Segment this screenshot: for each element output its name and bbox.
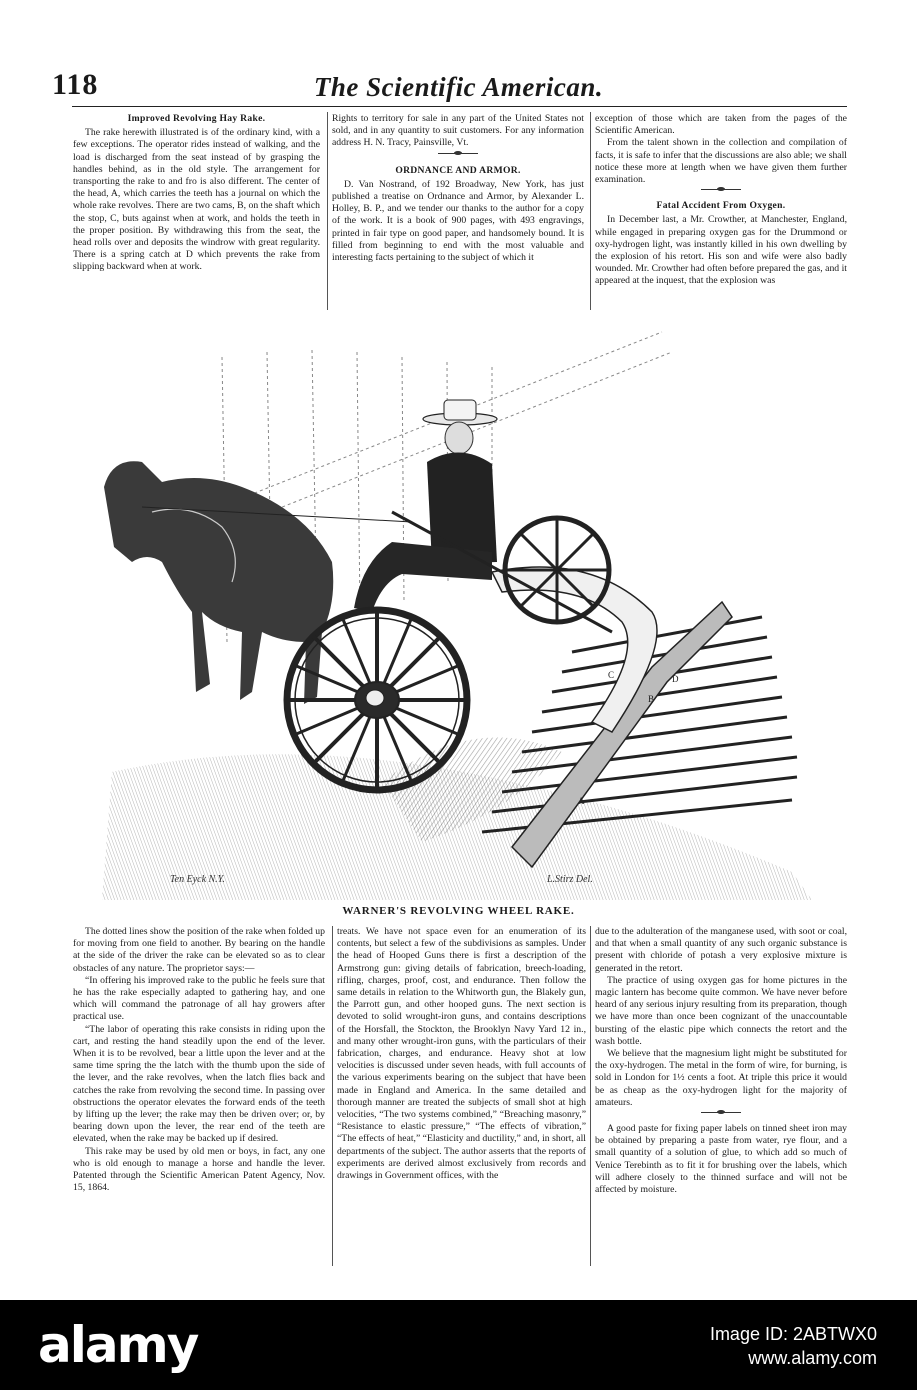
paragraph: “In offering his improved rake to the public he feels sure that he has the rake especially adapted to gathering hay, and one which will command the patronage of all hay growers after practical use. <box>73 974 325 1023</box>
section-divider <box>701 1112 741 1119</box>
article-hay-rake-continued <box>73 926 325 1270</box>
rear-wheel <box>505 518 609 622</box>
driver-figure <box>354 400 497 612</box>
article-oxygen-top <box>595 113 847 313</box>
article-ordnance-top <box>332 113 584 313</box>
heading-fatal-accident: Fatal Accident From Oxygen. <box>656 200 786 212</box>
article-hay-rake-intro <box>73 113 320 313</box>
column-rule <box>590 926 591 1266</box>
paragraph: The practice of using oxygen gas for home pictures in the magic lantern has become quite common. We have never before heard of any serious injury resulting from its preparation, though we have more than once been cognizant of the unaccountable bursting of the elastic pipe which connects the retort and the wash bottle. <box>595 974 847 1047</box>
article-ordnance-continued <box>337 926 586 1270</box>
figure-caption: WARNER'S REVOLVING WHEEL RAKE. <box>342 905 575 917</box>
label-c: C <box>608 670 615 680</box>
paragraph: Rights to territory for sale in any part of the United States not sold, and in any quantity to suit customers. For any information address H. N. Tracy, Painsville, Vt. <box>332 113 584 149</box>
column-rule <box>590 112 591 310</box>
paragraph: The rake herewith illustrated is of the ordinary kind, with a few exceptions. The operator rides instead of walking, and the load is discharged from the seat instead of by grasping the handles behind, as in the old style. The arrangement for transporting the rake to and fro is also different. The center of the head, A, which carries the teeth has a journal on which the whole rake revolves. There are two cams, B, on the shaft which the stop, C, buts against when at work, and holds the teeth in the proper position. By withdrawing this from the seat, the head rolls over and deposits the windrow with great regularity. There is a spring catch at D which prevents the rake from slipping backward when at work. <box>73 127 320 273</box>
heading-ordnance-armor: ORDNANCE AND ARMOR. <box>395 164 521 176</box>
article-oxygen-continued <box>595 926 847 1270</box>
paragraph: The dotted lines show the position of the rake when folded up for moving from one field to another. By bearing on the handle at the side of the driver the rake can be elevated so as to clear obstacles of any nature. The proprietor says:— <box>73 926 325 974</box>
label-b: B <box>648 694 655 704</box>
paragraph: D. Van Nostrand, of 192 Broadway, New York, has just published a treatise on Ordnance and Armor, by Alexander L. Holley, B. P., and we tender our thanks to the author for a copy of the work. It is a book of 900 pages, with 493 engravings, printed in fair type on good paper, and handsomely bound. It is filled from beginning to end with the most valuable and interesting facts pertaining to the subject of which it <box>332 178 584 264</box>
image-id-block <box>710 1322 877 1370</box>
label-d: D <box>672 674 679 684</box>
paragraph: due to the adulteration of the manganese used, with soot or coal, and that when a small quantity of any such organic substance is present with chloride of potash a very explosive mixture is generated in the retort. <box>595 926 847 974</box>
paragraph: A good paste for fixing paper labels on tinned sheet iron may be obtained by preparing a paste from water, rye flour, and a small quantity of a solution of glue, to which add so much of Venice Terebinth as to fit it for brushing over the labels, which will adhere closely to the thinned surface and will not be affected by moisture. <box>595 1123 847 1196</box>
artist-signature: L.Stirz Del. <box>547 874 593 885</box>
column-rule <box>332 926 333 1266</box>
paragraph: “The labor of operating this rake consists in riding upon the cart, and resting the hand steadily upon the end of the lever. When it is to be revolved, bear a little upon the lever and at the same time spring the the latch with the thumb upon the side of the lever, and the rake revolves, when the latch flies back and catches the rake from revolving the second time. In passing over obstructions the operator elevates the forward ends of the teeth by lifting up the lever; the rake may then be driven over; or, by bearing down upon the lever, the rear end of the teeth are elevated, when the rake may be backed up if desired. <box>73 1023 325 1145</box>
masthead-title: The Scientific American. <box>313 72 604 102</box>
page-number: 118 <box>52 68 99 101</box>
site-url: www.alamy.com <box>748 1348 877 1368</box>
paragraph: In December last, a Mr. Crowther, at Manchester, England, while engaged in preparing oxygen gas for the Drummond or oxy-hydrogen light, was instantly killed in his own dwelling by the explosion of his retort. His son and wife were also badly wounded. Mr. Crowther had often before prepared the gas, and it appeared at the inquest, that the explosion was <box>595 214 847 287</box>
header-rule <box>72 106 847 107</box>
column-rule <box>327 112 328 310</box>
paragraph: This rake may be used by old men or boys, in fact, any one who is old enough to manage a horse and handle the lever. Patented through the Scientific American Patent Agency, Nov. 15, 1864. <box>73 1145 325 1194</box>
label-a: A <box>578 796 585 806</box>
engraver-signature: Ten Eyck N.Y. <box>170 874 225 885</box>
paragraph: We believe that the magnesium light might be substituted for the oxy-hydrogen. The metal in the form of wire, for burning, is sold in London for 1½ cents a foot. At triple this price it would be as cheap as the oxy-hydrogen light for the majority of amateurs. <box>595 1048 847 1108</box>
image-id: Image ID: 2ABTWX0 <box>709 1324 877 1344</box>
rake-engraving <box>92 312 827 900</box>
front-wheel <box>287 610 467 790</box>
section-divider <box>701 189 741 196</box>
paragraph: treats. We have not space even for an enumeration of its contents, but select a few of the subdivisions as samples. Under the head of Hooped Guns there is first a description of the Armstrong gun: giving details of fabrication, breech-loading, rifling, charges, proof, cost, and endurance. Then follow the same details in relation to the Whitworth gun, the Blakely gun, the Parrott gun, and other hooped guns. The next section is devoted to solid wrought-iron guns, and contains descriptions of the Horsfall, the Stockton, the Brooklyn Navy Yard 12 in., and many other wrought-iron guns, with the particulars of their fabrication, charges, and endurance. Heavy shot at low velocities is discussed under seven heads, with full accounts of the various experiments bearing on the subject that have been made in England and America. In the same detailed and thorough manner are treated the subjects of small shot at high velocities, “The two systems combined,” “Breaching masonry,” “Resistance to elastic pressure,” “The effects of vibration,” “The effects of heat,” “Elasticity and ductility,” and, in short, all departments of the subject. The author asserts that the reports of experiments are derived almost exclusively from records and drawings in Government offices, with the <box>337 926 586 1182</box>
paragraph: From the talent shown in the collection and compilation of facts, it is safe to infer that the discussions are also able; we shall notice these more at length when we have given them further examination. <box>595 137 847 186</box>
alamy-logo: alamy <box>38 1316 198 1374</box>
stock-watermark-bar <box>0 1300 917 1390</box>
section-divider <box>438 153 478 160</box>
heading-hay-rake: Improved Revolving Hay Rake. <box>127 113 266 124</box>
paragraph: exception of those which are taken from the pages of the Scientific American. <box>595 113 847 137</box>
